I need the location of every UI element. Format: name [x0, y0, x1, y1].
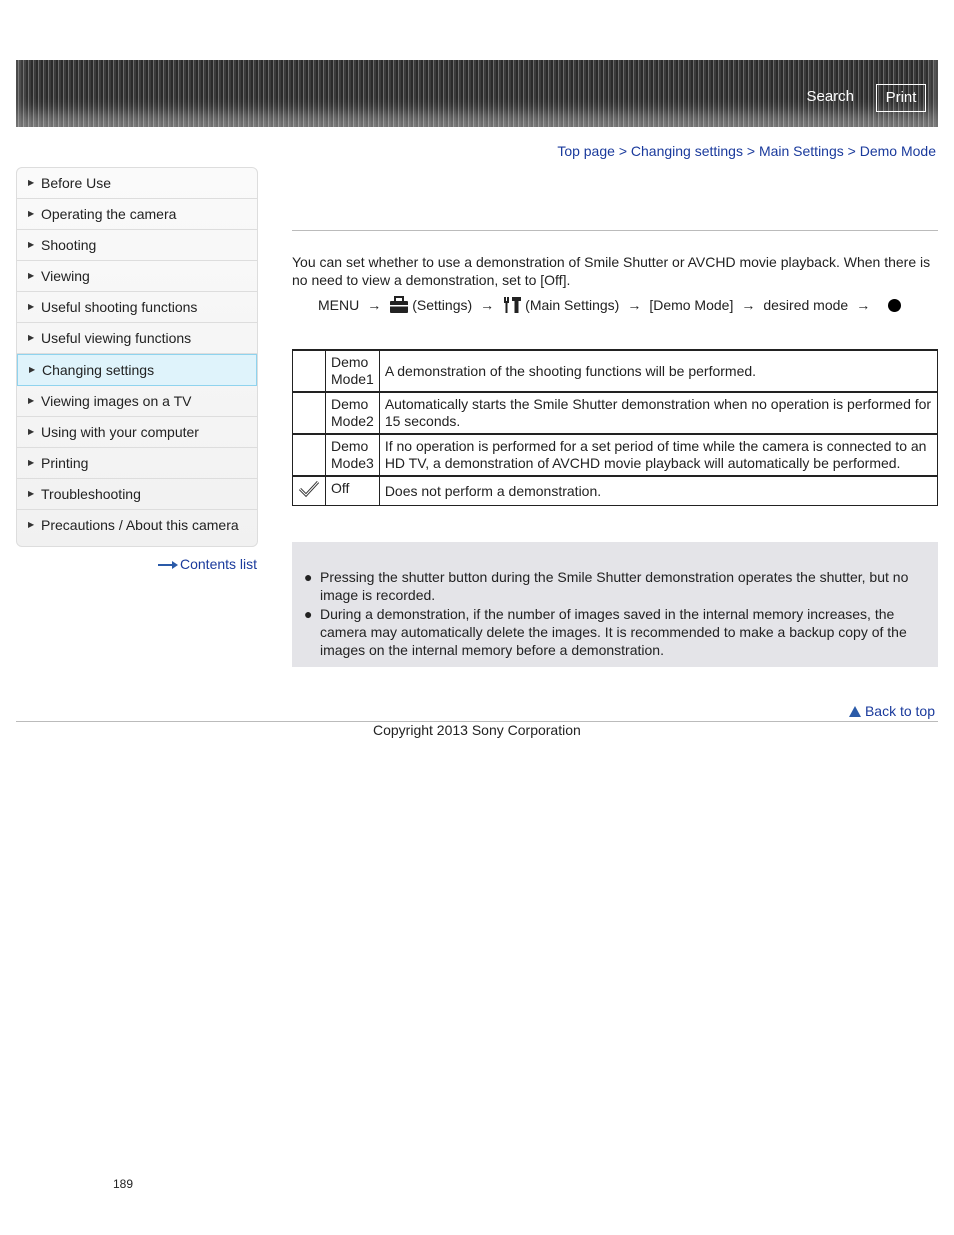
mode-name: Off: [326, 476, 380, 506]
notes-box: [292, 542, 938, 667]
search-button[interactable]: Search: [806, 88, 854, 105]
table-row: [293, 434, 938, 476]
header-bar: [16, 60, 938, 127]
bullet-icon: ●: [304, 606, 313, 622]
contents-list-link[interactable]: [158, 556, 257, 572]
sidebar-item-label: Useful shooting functions: [41, 299, 198, 315]
default-marker-cell: [293, 392, 326, 434]
sidebar-item-viewing-tv[interactable]: [17, 386, 257, 417]
triangle-right-icon: ▶: [28, 333, 35, 342]
list-item: [302, 605, 922, 659]
sidebar-item-label: Operating the camera: [41, 206, 177, 222]
settings-label: (Settings): [412, 297, 473, 313]
default-marker-cell: [293, 434, 326, 476]
arrow-icon: →: [627, 297, 642, 313]
breadcrumb-main-settings[interactable]: Main Settings: [758, 143, 844, 159]
demo-mode-table: [292, 349, 938, 506]
title-divider: [292, 230, 938, 231]
triangle-right-icon: ▶: [28, 396, 35, 405]
breadcrumb: [557, 143, 936, 159]
mode-description: Does not perform a demonstration.: [379, 476, 937, 506]
main-settings-tool-icon: [502, 296, 522, 314]
sidebar-item-computer[interactable]: [17, 417, 257, 448]
arrow-icon: →: [741, 297, 756, 313]
list-item: [302, 568, 922, 604]
table-row: [293, 392, 938, 434]
triangle-right-icon: ▶: [28, 178, 35, 187]
triangle-right-icon: ▶: [28, 302, 35, 311]
mode-description: Automatically starts the Smile Shutter demonstration when no operation is performed for 15 seconds.: [379, 392, 937, 434]
sidebar-item-label: Shooting: [41, 237, 97, 253]
mode-name: Demo Mode1: [326, 350, 380, 392]
menu-path: [318, 296, 901, 314]
triangle-right-icon: ▶: [28, 271, 35, 280]
sidebar-item-printing[interactable]: [17, 448, 257, 479]
sidebar-item-troubleshooting[interactable]: [17, 479, 257, 510]
bullet-icon: ●: [304, 569, 313, 585]
breadcrumb-separator: >: [746, 143, 756, 159]
breadcrumb-demo-mode[interactable]: Demo Mode: [859, 143, 936, 159]
back-to-top-link[interactable]: [849, 703, 935, 719]
intro-text: You can set whether to use a demonstration of Smile Shutter or AVCHD movie playback. When there is no need to view a demonstration, set to [Off].: [292, 254, 931, 288]
sidebar-item-precautions[interactable]: [17, 510, 257, 546]
sidebar-item-viewing[interactable]: [17, 261, 257, 292]
sidebar-item-useful-viewing[interactable]: [17, 323, 257, 354]
sidebar-item-label: Using with your computer: [41, 424, 199, 440]
breadcrumb-separator: >: [847, 143, 856, 159]
mode-name: Demo Mode2: [326, 392, 380, 434]
sidebar-item-label: Changing settings: [42, 362, 155, 378]
sidebar-item-label: Printing: [41, 455, 89, 471]
sidebar-item-useful-shooting[interactable]: [17, 292, 257, 323]
triangle-right-icon: ▶: [28, 458, 35, 467]
sidebar-item-shooting[interactable]: [17, 230, 257, 261]
default-marker-cell: [293, 350, 326, 392]
sidebar-item-before-use[interactable]: [17, 168, 257, 199]
arrow-icon: →: [480, 297, 495, 313]
arrow-icon: →: [367, 297, 382, 313]
checkmark-icon: [298, 480, 320, 498]
mode-name: Demo Mode3: [326, 434, 380, 476]
sidebar-item-label: Troubleshooting: [41, 486, 141, 502]
notes-list: [302, 568, 922, 660]
sidebar-item-label: Precautions / About this camera: [41, 517, 239, 533]
table-row: [293, 350, 938, 392]
sidebar-item-changing-settings[interactable]: [17, 354, 257, 386]
copyright-text: Copyright 2013 Sony Corporation: [373, 722, 581, 738]
back-to-top-label: Back to top: [864, 703, 935, 719]
triangle-right-icon: ▶: [28, 520, 35, 529]
triangle-up-icon: [849, 706, 861, 717]
breadcrumb-top-page[interactable]: Top page: [557, 143, 615, 159]
sidebar-item-label: Viewing: [41, 268, 90, 284]
print-button[interactable]: Print: [876, 84, 926, 112]
triangle-right-icon: ▶: [28, 240, 35, 249]
contents-list-label: Contents list: [180, 556, 258, 572]
mode-description: If no operation is performed for a set period of time while the camera is connected to an HD TV, a demonstration of AVCHD movie playback will automatically be performed.: [379, 434, 937, 476]
mode-description: A demonstration of the shooting functions will be performed.: [379, 350, 937, 392]
breadcrumb-changing-settings[interactable]: Changing settings: [630, 143, 743, 159]
sidebar-item-label: Useful viewing functions: [41, 330, 192, 346]
default-marker-cell: [293, 476, 326, 506]
triangle-right-icon: ▶: [29, 365, 36, 374]
page-number: 189: [113, 1177, 134, 1191]
breadcrumb-separator: >: [618, 143, 627, 159]
demo-mode-label: [Demo Mode]: [649, 297, 734, 313]
sidebar-item-operating-camera[interactable]: [17, 199, 257, 230]
sidebar-item-label: Viewing images on a TV: [41, 393, 192, 409]
note-text: Pressing the shutter button during the Smile Shutter demonstration operates the shutter, but no image is recorded.: [320, 569, 909, 603]
note-text: During a demonstration, if the number of images saved in the internal memory increases, the camera may automatically delete the images. It is recommended to make a backup copy of the images on the internal memory before a demonstration.: [320, 606, 907, 658]
triangle-right-icon: ▶: [28, 209, 35, 218]
desired-mode-label: desired mode: [763, 297, 849, 313]
triangle-right-icon: ▶: [28, 427, 35, 436]
triangle-right-icon: ▶: [28, 489, 35, 498]
toolbox-settings-icon: [389, 296, 409, 314]
arrow-right-icon: [158, 561, 178, 569]
main-settings-label: (Main Settings): [525, 297, 620, 313]
table-row: [293, 476, 938, 506]
menu-label: MENU: [318, 297, 360, 313]
sidebar-nav: [16, 167, 258, 547]
arrow-icon: →: [856, 297, 871, 313]
center-button-icon: [888, 299, 901, 312]
sidebar-item-label: Before Use: [41, 175, 112, 191]
